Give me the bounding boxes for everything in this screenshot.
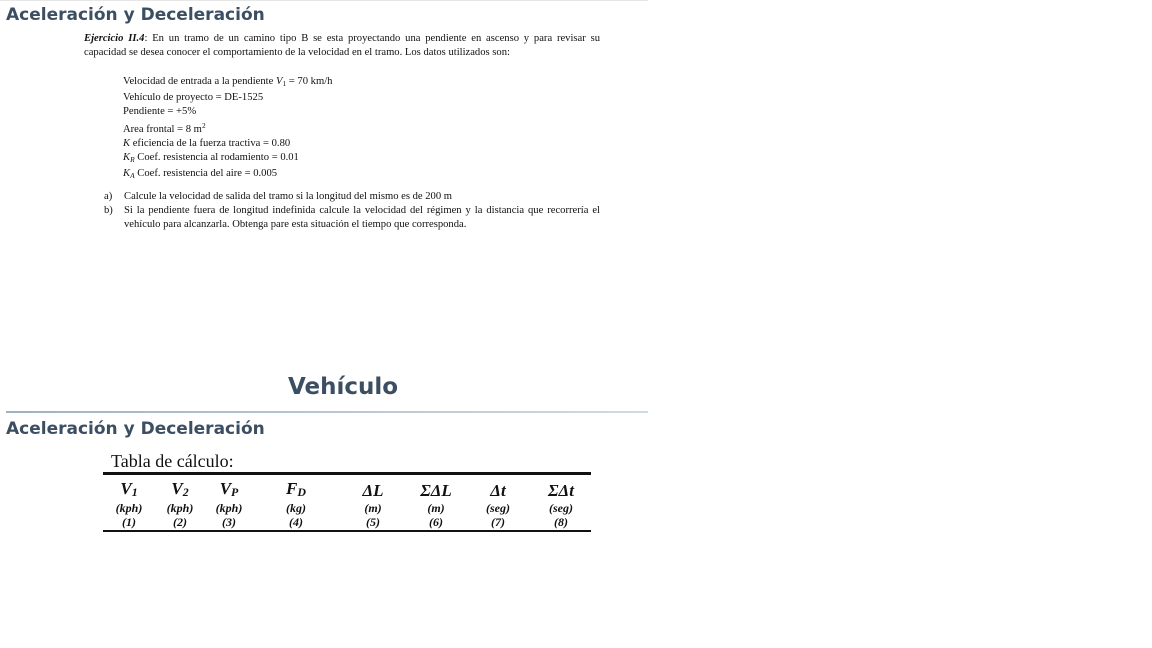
question-item: a) Calcule la velocidad de salida del tramo si la longitud del mismo es de 200 m xyxy=(104,191,453,202)
table-number-row xyxy=(103,516,591,531)
top-rule xyxy=(0,0,648,1)
column-number: (2) xyxy=(155,516,205,531)
column-number: (1) xyxy=(103,516,155,531)
column-unit: (kph) xyxy=(115,501,143,515)
column-unit: (seg) xyxy=(486,501,510,515)
calculation-table xyxy=(103,472,591,532)
column-number: (3) xyxy=(205,516,253,531)
column-header-vp: $V_P$ xyxy=(205,474,253,502)
data-entry-ka: $K_A$ Coef. resistencia del aire = 0.005 xyxy=(123,168,278,180)
column-unit: (kph) xyxy=(215,501,243,515)
column-number: (5) xyxy=(339,516,407,531)
data-entry-area: Area frontal = 8 $m^2$ xyxy=(123,121,206,135)
column-unit: (m) xyxy=(364,501,382,515)
column-unit: (seg) xyxy=(549,501,573,515)
question-item: b) Si la pendiente fuera de longitud indefinida calcule la velocidad del régimen y la distancia que recorrería el vehículo para alcanzarla. Obtenga pare esta situación el tiempo que corresponda. xyxy=(104,205,600,230)
column-header-fd: $F_D$ xyxy=(253,474,339,502)
table-unit-row xyxy=(103,501,591,516)
data-entry-vehicle: Vehículo de proyecto = DE-1525 xyxy=(123,92,264,103)
column-header-sum-delta-t: ΣΔt xyxy=(531,474,591,502)
exercise-intro: : En un tramo de un camino tipo B se esta proyectando una pendiente en ascenso y para revisar su capacidad se desea conocer el comportamiento de la velocidad en el tramo. Los datos utilizados son: xyxy=(84,33,601,58)
exercise-statement xyxy=(84,32,600,60)
slide-title: Aceleración y Deceleración xyxy=(6,5,265,25)
column-header-delta-l: ΔL xyxy=(339,474,407,502)
data-list xyxy=(123,75,523,183)
column-number: (4) xyxy=(253,516,339,531)
question-list xyxy=(104,190,600,232)
column-header-delta-t: Δt xyxy=(465,474,531,502)
data-entry-kr: $K_R$ Coef. resistencia al rodamiento = 0.01 xyxy=(123,152,299,164)
slide-title: Aceleración y Deceleración xyxy=(6,419,265,439)
table-caption: Tabla de cálculo: xyxy=(111,451,234,471)
column-header-v2: $V_2$ xyxy=(155,474,205,502)
column-unit: (m) xyxy=(427,501,445,515)
table-symbol-row xyxy=(103,474,591,502)
exercise-label: Ejercicio II.4 xyxy=(84,33,145,44)
slide-exercise xyxy=(0,0,648,352)
column-number: (8) xyxy=(531,516,591,531)
slide-table xyxy=(0,352,648,648)
column-unit: (kph) xyxy=(166,501,194,515)
column-number: (7) xyxy=(465,516,531,531)
slide-heading: Vehículo xyxy=(287,374,399,400)
column-unit: (kg) xyxy=(286,501,306,515)
data-entry-speed: Velocidad de entrada a la pendiente $V_1 = 70$ km/h xyxy=(123,76,333,88)
column-number: (6) xyxy=(407,516,465,531)
data-entry-slope: Pendiente = +5% xyxy=(123,106,197,117)
column-header-sum-delta-l: ΣΔL xyxy=(407,474,465,502)
heading-rule xyxy=(6,411,648,413)
data-entry-k: K eficiencia de la fuerza tractiva = 0.80 xyxy=(123,138,291,149)
column-header-v1: $V_1$ xyxy=(103,474,155,502)
